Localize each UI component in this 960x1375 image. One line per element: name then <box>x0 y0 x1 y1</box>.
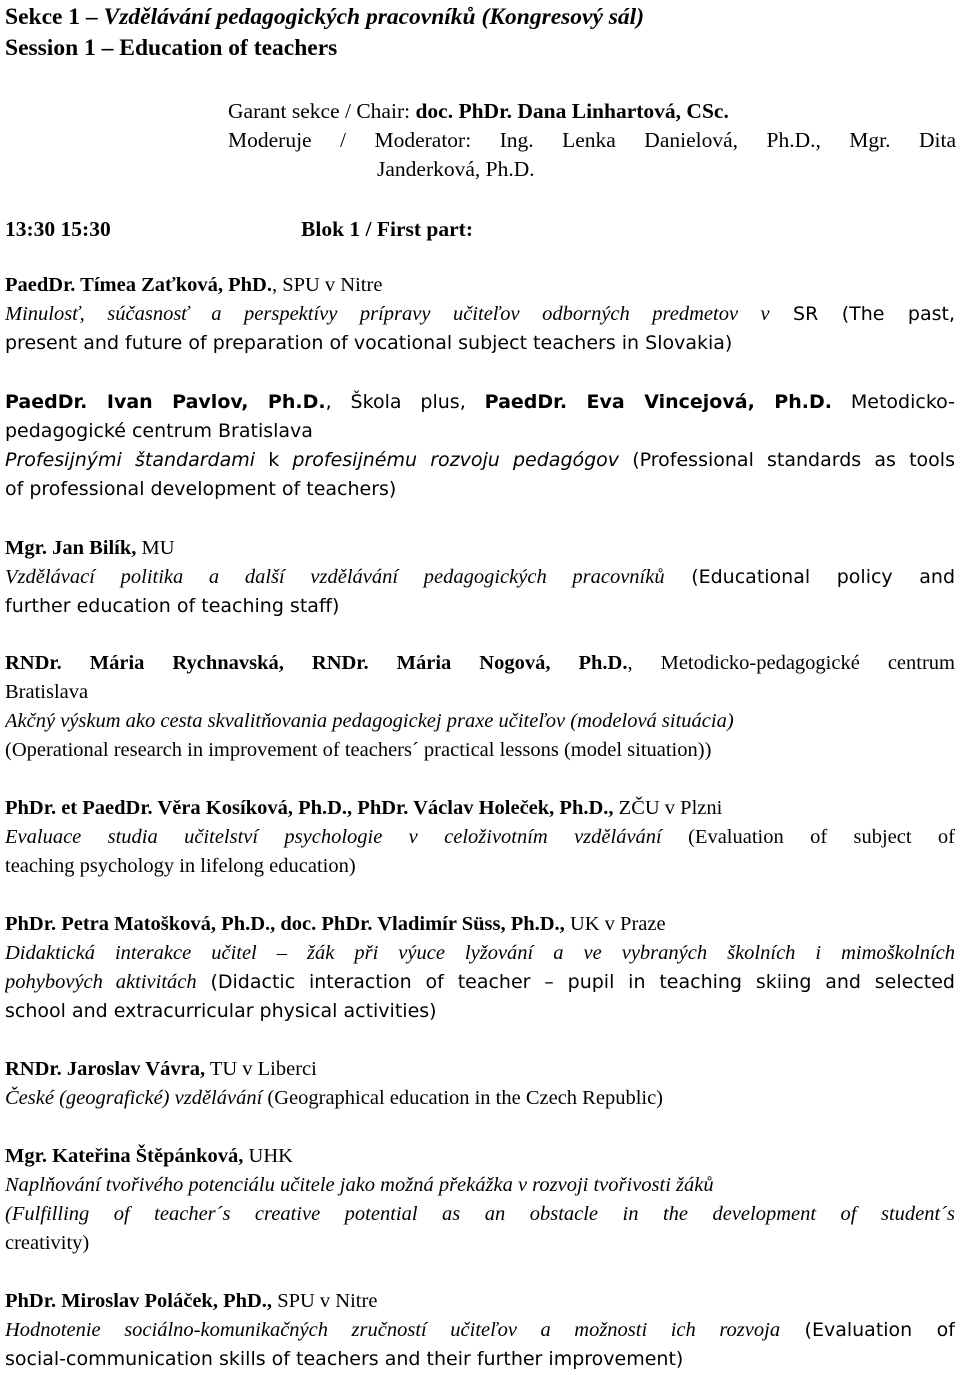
entry-talk-title-en-cont: creativity) <box>5 1232 90 1254</box>
session-title: Sekce 1 – Vzdělávání pedagogických pracovníků (Kongresový sál) <box>5 4 645 30</box>
entry-authors: Mgr. Jan Bilík, MU <box>5 537 175 559</box>
entry-talk-title: Naplňování tvořivého potenciálu učitele jako možná překážka v rozvoji tvořivosti žáků <box>5 1174 714 1196</box>
entry-talk-title-en: teaching psychology in lifelong education) <box>5 855 356 877</box>
entry-talk-title: Minulosť, súčasnosť a perspektívy prípravy učiteľov odborných predmetov v SR (The past, <box>5 303 955 325</box>
entry-affiliation: pedagogické centrum Bratislava <box>5 420 313 442</box>
moderator-line-1: Moderuje / Moderator: Ing. Lenka Danielová, Ph.D., Mgr. Dita <box>228 128 956 152</box>
program-entry <box>5 1055 955 1113</box>
entry-authors: PaedDr. Ivan Pavlov, Ph.D., Škola plus, PaedDr. Eva Vincejová, Ph.D. Metodicko- <box>5 391 955 413</box>
session-subtitle: Session 1 – Education of teachers <box>5 35 338 61</box>
program-entry <box>5 271 955 358</box>
entry-talk-title: Akčný výskum ako cesta skvalitňovania pedagogickej praxe učiteľov (modelová situácia) <box>5 710 734 732</box>
entry-talk-title-en: further education of teaching staff) <box>5 595 340 617</box>
block-label: Blok 1 / First part: <box>301 217 473 241</box>
entry-talk-title-cont: pohybových aktivitách (Didactic interaction of teacher – pupil in teaching skiing and selected <box>5 971 955 993</box>
program-entry <box>5 794 955 881</box>
entry-talk-title-en: school and extracurricular physical activities) <box>5 1000 437 1022</box>
program-entry <box>5 534 955 621</box>
entry-talk-title: Hodnotenie sociálno-komunikačných zručností učiteľov a možnosti ich rozvoja (Evaluation of <box>5 1319 955 1341</box>
entry-authors: RNDr. Mária Rychnavská, RNDr. Mária Nogová, Ph.D., Metodicko-pedagogické centrum <box>5 652 955 674</box>
entry-authors: RNDr. Jaroslav Vávra, TU v Liberci <box>5 1058 317 1080</box>
entry-talk-title-en: (Fulfilling of teacher´s creative potential as an obstacle in the development of student´s <box>5 1203 955 1225</box>
block-time: 13:30 15:30 <box>5 217 111 241</box>
program-entry <box>5 1142 955 1258</box>
entry-talk-title: Vzdělávací politika a další vzdělávání pedagogických pracovníků (Educational policy and <box>5 566 955 588</box>
entry-authors: Mgr. Kateřina Štěpánková, UHK <box>5 1145 293 1167</box>
entry-talk-title-en: of professional development of teachers) <box>5 478 397 500</box>
program-entry <box>5 649 955 765</box>
chair-line: Garant sekce / Chair: doc. PhDr. Dana Linhartová, CSc. <box>228 99 729 123</box>
chair-block <box>228 97 956 184</box>
entry-talk-title: Profesijnými štandardami k profesijnému rozvoju pedagógov (Professional standards as tools <box>5 449 955 471</box>
entry-talk-title: Didaktická interakce učitel – žák při výuce lyžování a ve vybraných školních i mimoškolních <box>5 942 955 964</box>
entry-authors: PhDr. et PaedDr. Věra Kosíková, Ph.D., PhDr. Václav Holeček, Ph.D., ZČU v Plzni <box>5 797 723 819</box>
entry-talk-title: České (geografické) vzdělávání (Geographical education in the Czech Republic) <box>5 1087 664 1109</box>
entry-talk-title: Evaluace studia učitelství psychologie v celoživotním vzdělávání (Evaluation of subject of <box>5 826 955 848</box>
moderator-line-2: Janderková, Ph.D. <box>377 157 535 181</box>
entry-talk-title-en: present and future of preparation of vocational subject teachers in Slovakia) <box>5 332 733 354</box>
entry-talk-title-en: social-communication skills of teachers and their further improvement) <box>5 1348 684 1370</box>
program-entry <box>5 910 955 1026</box>
entry-talk-title-en: (Operational research in improvement of teachers´ practical lessons (model situation)) <box>5 739 712 761</box>
program-entry <box>5 1287 955 1374</box>
entry-authors: PhDr. Petra Matošková, Ph.D., doc. PhDr. Vladimír Süss, Ph.D., UK v Praze <box>5 913 666 935</box>
entry-authors: PhDr. Miroslav Poláček, PhD., SPU v Nitre <box>5 1290 378 1312</box>
program-entry <box>5 388 955 504</box>
entry-affiliation: Bratislava <box>5 681 89 703</box>
entry-authors: PaedDr. Tímea Zaťková, PhD., SPU v Nitre <box>5 274 383 296</box>
